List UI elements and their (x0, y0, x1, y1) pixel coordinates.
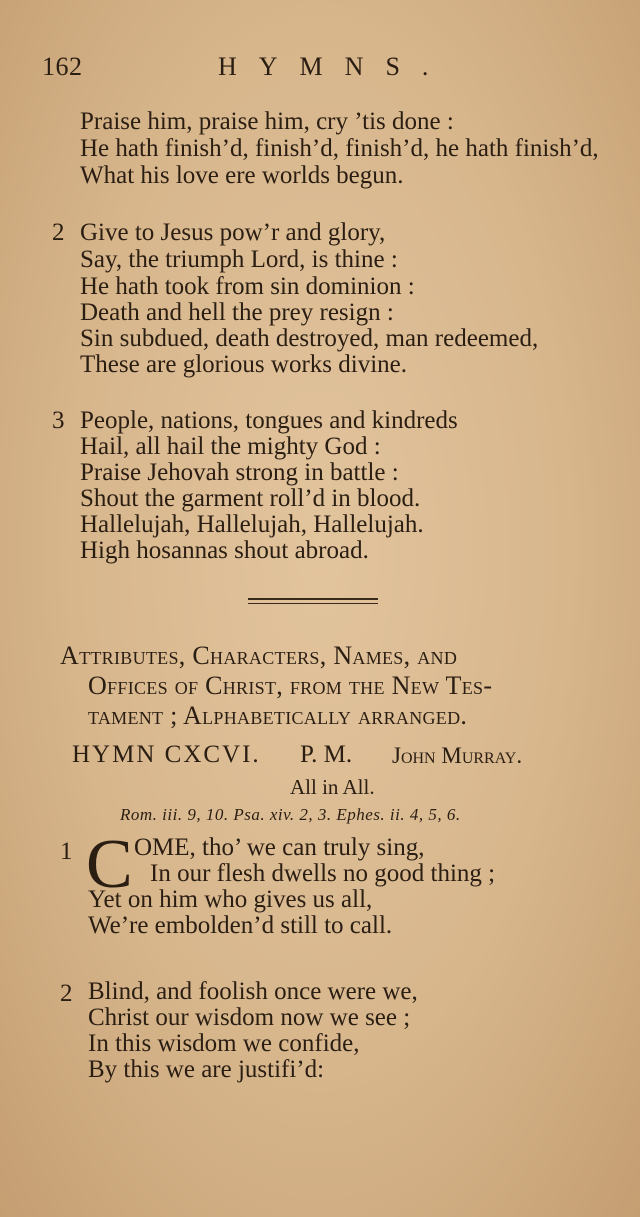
verse-line: Christ our wisdom now we see ; (88, 1004, 411, 1031)
hymn-metre: P. M. (300, 741, 353, 768)
section-heading: Offices of Christ, from the New Tes- (88, 671, 493, 700)
verse-line: Hallelujah, Hallelujah, Hallelujah. (80, 511, 424, 538)
stanza-number: 2 (52, 219, 65, 246)
drop-cap: C (86, 826, 133, 903)
hymn-title: All in All. (290, 775, 375, 799)
verse-line: Blind, and foolish once were we, (88, 978, 418, 1005)
section-divider (248, 603, 378, 604)
verse-line: We’re embolden’d still to call. (88, 912, 393, 939)
section-heading: Attributes, Characters, Names, and (60, 641, 458, 670)
stanza-number: 1 (60, 838, 73, 865)
section-divider (248, 598, 378, 600)
verse-line: These are glorious works divine. (80, 351, 408, 378)
page-number: 162 (42, 52, 83, 81)
verse-line: Yet on him who gives us all, (88, 886, 373, 913)
verse-line: Say, the triumph Lord, is thine : (80, 246, 398, 273)
hymn-number: HYMN CXCVI. (72, 741, 261, 768)
verse-line: People, nations, tongues and kindreds (80, 407, 458, 434)
verse-line: OME, tho’ we can truly sing, (134, 834, 425, 861)
verse-line: Death and hell the prey resign : (80, 299, 394, 326)
verse-line: Hail, all hail the mighty God : (80, 433, 381, 460)
stanza-number: 2 (60, 980, 73, 1007)
verse-line: High hosannas shout abroad. (80, 537, 369, 564)
verse-line: Give to Jesus pow’r and glory, (80, 219, 386, 246)
scripture-references: Rom. iii. 9, 10. Psa. xiv. 2, 3. Ephes. ii. 4, 5, 6. (120, 805, 461, 824)
running-title: HYMNS. (218, 52, 451, 81)
verse-line: In our flesh dwells no good thing ; (150, 860, 496, 887)
verse-line: What his love ere worlds begun. (80, 162, 404, 189)
hymn-author: John Murray. (392, 743, 523, 768)
verse-line: Praise Jehovah strong in battle : (80, 459, 399, 486)
verse-line: Praise him, praise him, cry ’tis done : (80, 108, 454, 135)
verse-line: Shout the garment roll’d in blood. (80, 485, 421, 512)
verse-line: By this we are justifi’d: (88, 1056, 325, 1083)
verse-line: He hath took from sin dominion : (80, 273, 415, 300)
verse-line: He hath finish’d, finish’d, finish’d, he hath finish’d, (80, 135, 599, 162)
stanza-number: 3 (52, 407, 65, 434)
verse-line: In this wisdom we confide, (88, 1030, 360, 1057)
verse-line: Sin subdued, death destroyed, man redeemed, (80, 325, 539, 352)
section-heading: tament ; Alphabetically arranged. (88, 701, 468, 730)
